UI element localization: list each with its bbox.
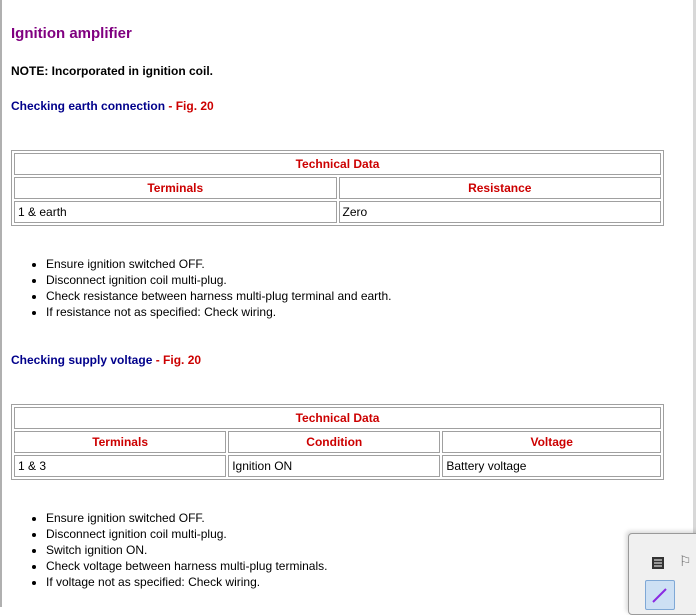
table-cell-condition: Ignition ON: [228, 455, 440, 477]
figure-link-earth[interactable]: - Fig. 20: [168, 99, 214, 113]
list-item: • If resistance not as specified: Check wiring.: [46, 304, 392, 320]
technical-data-table-supply: [11, 404, 664, 480]
figure-link-supply[interactable]: - Fig. 20: [155, 353, 202, 367]
table-cell-resistance: Zero: [339, 201, 662, 223]
page-title: Ignition amplifier: [11, 25, 132, 42]
section-heading-supply-text: Checking supply voltage: [11, 353, 153, 367]
list-item: • Switch ignition ON.: [46, 542, 327, 558]
column-header-terminals: Terminals: [14, 177, 337, 199]
list-item: • Check voltage between harness multi-plug terminals.: [46, 558, 327, 574]
floating-toolbar-popup: [628, 533, 696, 615]
list-item: • Check resistance between harness multi-plug terminal and earth.: [46, 288, 392, 304]
column-header-voltage: Voltage: [442, 431, 661, 453]
section-heading-supply: [11, 353, 201, 367]
table-cell-voltage: Battery voltage: [442, 455, 661, 477]
section-heading-earth-text: Checking earth connection: [11, 99, 166, 113]
list-item: • If voltage not as specified: Check wiring.: [46, 574, 327, 590]
table-row: [14, 201, 661, 223]
list-item: • Disconnect ignition coil multi-plug.: [46, 526, 327, 542]
notes-icon[interactable]: [651, 556, 665, 570]
table-caption: Technical Data: [14, 407, 661, 429]
column-header-resistance: Resistance: [339, 177, 662, 199]
table-caption: Technical Data: [14, 153, 661, 175]
note-text: NOTE: Incorporated in ignition coil.: [11, 64, 213, 78]
table-cell-terminals: 1 & 3: [14, 455, 226, 477]
steps-list-supply: [28, 510, 327, 590]
pen-icon[interactable]: [645, 580, 675, 610]
window-left-border: [0, 0, 2, 607]
column-header-condition: Condition: [228, 431, 440, 453]
flag-icon[interactable]: ⚐: [679, 553, 692, 569]
list-item: • Disconnect ignition coil multi-plug.: [46, 272, 392, 288]
steps-list-earth: [28, 256, 392, 320]
list-item: • Ensure ignition switched OFF.: [46, 510, 327, 526]
column-header-terminals: Terminals: [14, 431, 226, 453]
section-heading-earth: [11, 99, 214, 113]
technical-data-table-earth: [11, 150, 664, 226]
list-item: • Ensure ignition switched OFF.: [46, 256, 392, 272]
table-row: [14, 455, 661, 477]
table-cell-terminals: 1 & earth: [14, 201, 337, 223]
